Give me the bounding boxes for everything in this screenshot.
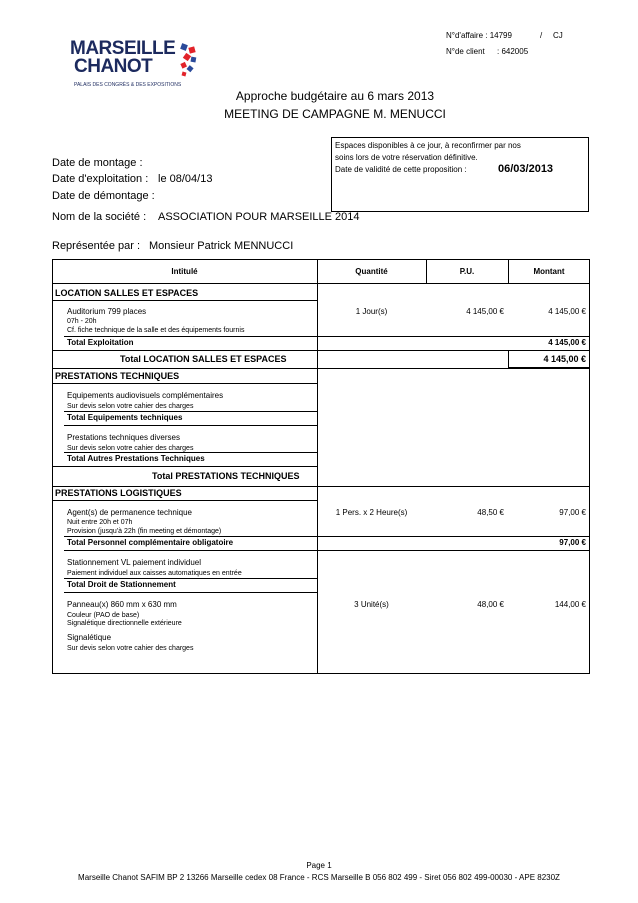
montage-label: Date de montage : bbox=[52, 157, 143, 169]
validity-date: 06/03/2013 bbox=[498, 163, 554, 175]
company-logo bbox=[70, 38, 210, 96]
item-panneau: Panneau(x) 860 mm x 630 mm bbox=[67, 600, 177, 609]
section-rule bbox=[52, 383, 317, 384]
subtotal-exploitation-value: 4 145,00 € bbox=[548, 338, 586, 347]
item-panneau-note: Signalétique directionnelle extérieure bbox=[67, 620, 182, 627]
item-prestations-diverses-note: Sur devis selon votre cahier des charges bbox=[67, 445, 194, 452]
exploitation-date: le 08/04/13 bbox=[158, 173, 213, 185]
subtotal-equipements-label: Total Equipements techniques bbox=[67, 413, 183, 422]
event-title: MEETING DE CAMPAGNE M. MENUCCI bbox=[224, 107, 446, 121]
subtotal-rule bbox=[64, 592, 317, 593]
section-title-logistiques: PRESTATIONS LOGISTIQUES bbox=[55, 488, 182, 498]
subtotal-rule bbox=[64, 578, 317, 579]
affaire-number: N°d'affaire : 14799 bbox=[446, 31, 512, 40]
availability-notice bbox=[331, 137, 589, 212]
section-divider bbox=[52, 368, 590, 369]
representee-value: Monsieur Patrick MENNUCCI bbox=[149, 240, 294, 252]
subtotal-personnel-label: Total Personnel complémentaire obligatoire bbox=[67, 538, 234, 547]
item-stationnement: Stationnement VL paiement individuel bbox=[67, 558, 202, 567]
representee-label: Représentée par : bbox=[52, 240, 141, 252]
item-auditorium-note: 07h - 20h bbox=[67, 318, 97, 325]
item-agent-note: Nuit entre 20h et 07h bbox=[67, 519, 133, 526]
demontage-label: Date de démontage : bbox=[52, 190, 155, 202]
subtotal-rule bbox=[64, 336, 590, 337]
item-agent-note: Provision (jusqu'à 22h (fin meeting et démontage) bbox=[67, 528, 222, 535]
item-agent: Agent(s) de permanence technique bbox=[67, 508, 192, 517]
affaire-separator: / bbox=[540, 31, 543, 40]
item-audiovisuel: Equipements audiovisuels complémentaires bbox=[67, 391, 224, 400]
item-agent-total: 97,00 € bbox=[559, 508, 586, 517]
client-number-label: N°de client bbox=[446, 47, 485, 56]
subtotal-rule bbox=[64, 411, 317, 412]
document-title: Approche budgétaire au 6 mars 2013 bbox=[235, 89, 435, 103]
section-divider bbox=[52, 486, 590, 487]
validity-label: Date de validité de cette proposition : bbox=[335, 165, 467, 174]
item-prestations-diverses: Prestations techniques diverses bbox=[67, 433, 180, 442]
section-rule bbox=[52, 500, 317, 501]
item-panneau-note: Couleur (PAO de base) bbox=[67, 612, 140, 619]
section-title-location: LOCATION SALLES ET ESPACES bbox=[55, 288, 199, 298]
item-stationnement-note: Paiement individuel aux caisses automatiques en entrée bbox=[67, 570, 242, 577]
col-divider-1 bbox=[317, 259, 318, 674]
item-agent-pu: 48,50 € bbox=[477, 508, 504, 517]
subtotal-autres-label: Total Autres Prestations Techniques bbox=[67, 454, 205, 463]
logo-tagline: PALAIS DES CONGRÈS & DES EXPOSITIONS bbox=[74, 82, 182, 88]
item-signaletique-note: Sur devis selon votre cahier des charges bbox=[67, 645, 194, 652]
section-title-techniques: PRESTATIONS TECHNIQUES bbox=[55, 371, 180, 381]
item-panneau-total: 144,00 € bbox=[554, 600, 586, 609]
item-auditorium-note: Cf. fiche technique de la salle et des équipements fournis bbox=[67, 327, 245, 334]
subtotal-personnel-value: 97,00 € bbox=[559, 538, 586, 547]
exploitation-label: Date d'exploitation : bbox=[52, 173, 149, 185]
item-audiovisuel-note: Sur devis selon votre cahier des charges bbox=[67, 403, 194, 410]
header-quantite: Quantité bbox=[355, 267, 388, 276]
subtotal-rule bbox=[64, 550, 590, 551]
logo-line2: CHANOT bbox=[74, 56, 153, 77]
subtotal-rule bbox=[64, 536, 590, 537]
total-rule bbox=[52, 466, 317, 467]
affaire-initials: CJ bbox=[553, 31, 563, 40]
item-signaletique: Signalétique bbox=[67, 633, 112, 642]
societe-value: ASSOCIATION POUR MARSEILLE 2014 bbox=[158, 211, 360, 223]
societe-label: Nom de la société : bbox=[52, 211, 147, 223]
item-auditorium-total: 4 145,00 € bbox=[548, 307, 586, 316]
client-number-value: : 642005 bbox=[497, 47, 529, 56]
total-location-label: Total LOCATION SALLES ET ESPACES bbox=[120, 354, 287, 364]
notice-line1: Espaces disponibles à ce jour, à reconfirmer par nos bbox=[335, 141, 521, 150]
subtotal-exploitation-label: Total Exploitation bbox=[67, 338, 134, 347]
item-panneau-pu: 48,00 € bbox=[477, 600, 504, 609]
item-agent-qty: 1 Pers. x 2 Heure(s) bbox=[335, 508, 408, 517]
notice-line2: soins lors de votre réservation définitive. bbox=[335, 153, 478, 162]
item-auditorium: Auditorium 799 places bbox=[67, 307, 147, 316]
item-panneau-qty: 3 Unité(s) bbox=[354, 600, 389, 609]
page-number: Page 1 bbox=[306, 861, 332, 870]
item-auditorium-qty: 1 Jour(s) bbox=[355, 307, 388, 316]
company-footer: Marseille Chanot SAFIM BP 2 13266 Marseille cedex 08 France - RCS Marseille B 056 802 499 - Siret 056 802 499-00030 - APE 8230Z bbox=[78, 873, 560, 882]
header-pu: P.U. bbox=[459, 267, 475, 276]
header-montant: Montant bbox=[533, 267, 565, 276]
subtotal-stationnement-label: Total Droit de Stationnement bbox=[67, 580, 176, 589]
header-intitule: Intitulé bbox=[171, 267, 198, 276]
section-rule bbox=[52, 300, 317, 301]
total-location-value: 4 145,00 € bbox=[543, 354, 586, 364]
total-techniques-label: Total PRESTATIONS TECHNIQUES bbox=[152, 471, 300, 481]
logo-line1: MARSEILLE bbox=[70, 38, 176, 59]
subtotal-rule bbox=[64, 425, 317, 426]
item-auditorium-pu: 4 145,00 € bbox=[466, 307, 504, 316]
header-divider bbox=[52, 283, 590, 284]
subtotal-rule bbox=[64, 452, 317, 453]
logo-emblem-icon bbox=[178, 42, 200, 80]
